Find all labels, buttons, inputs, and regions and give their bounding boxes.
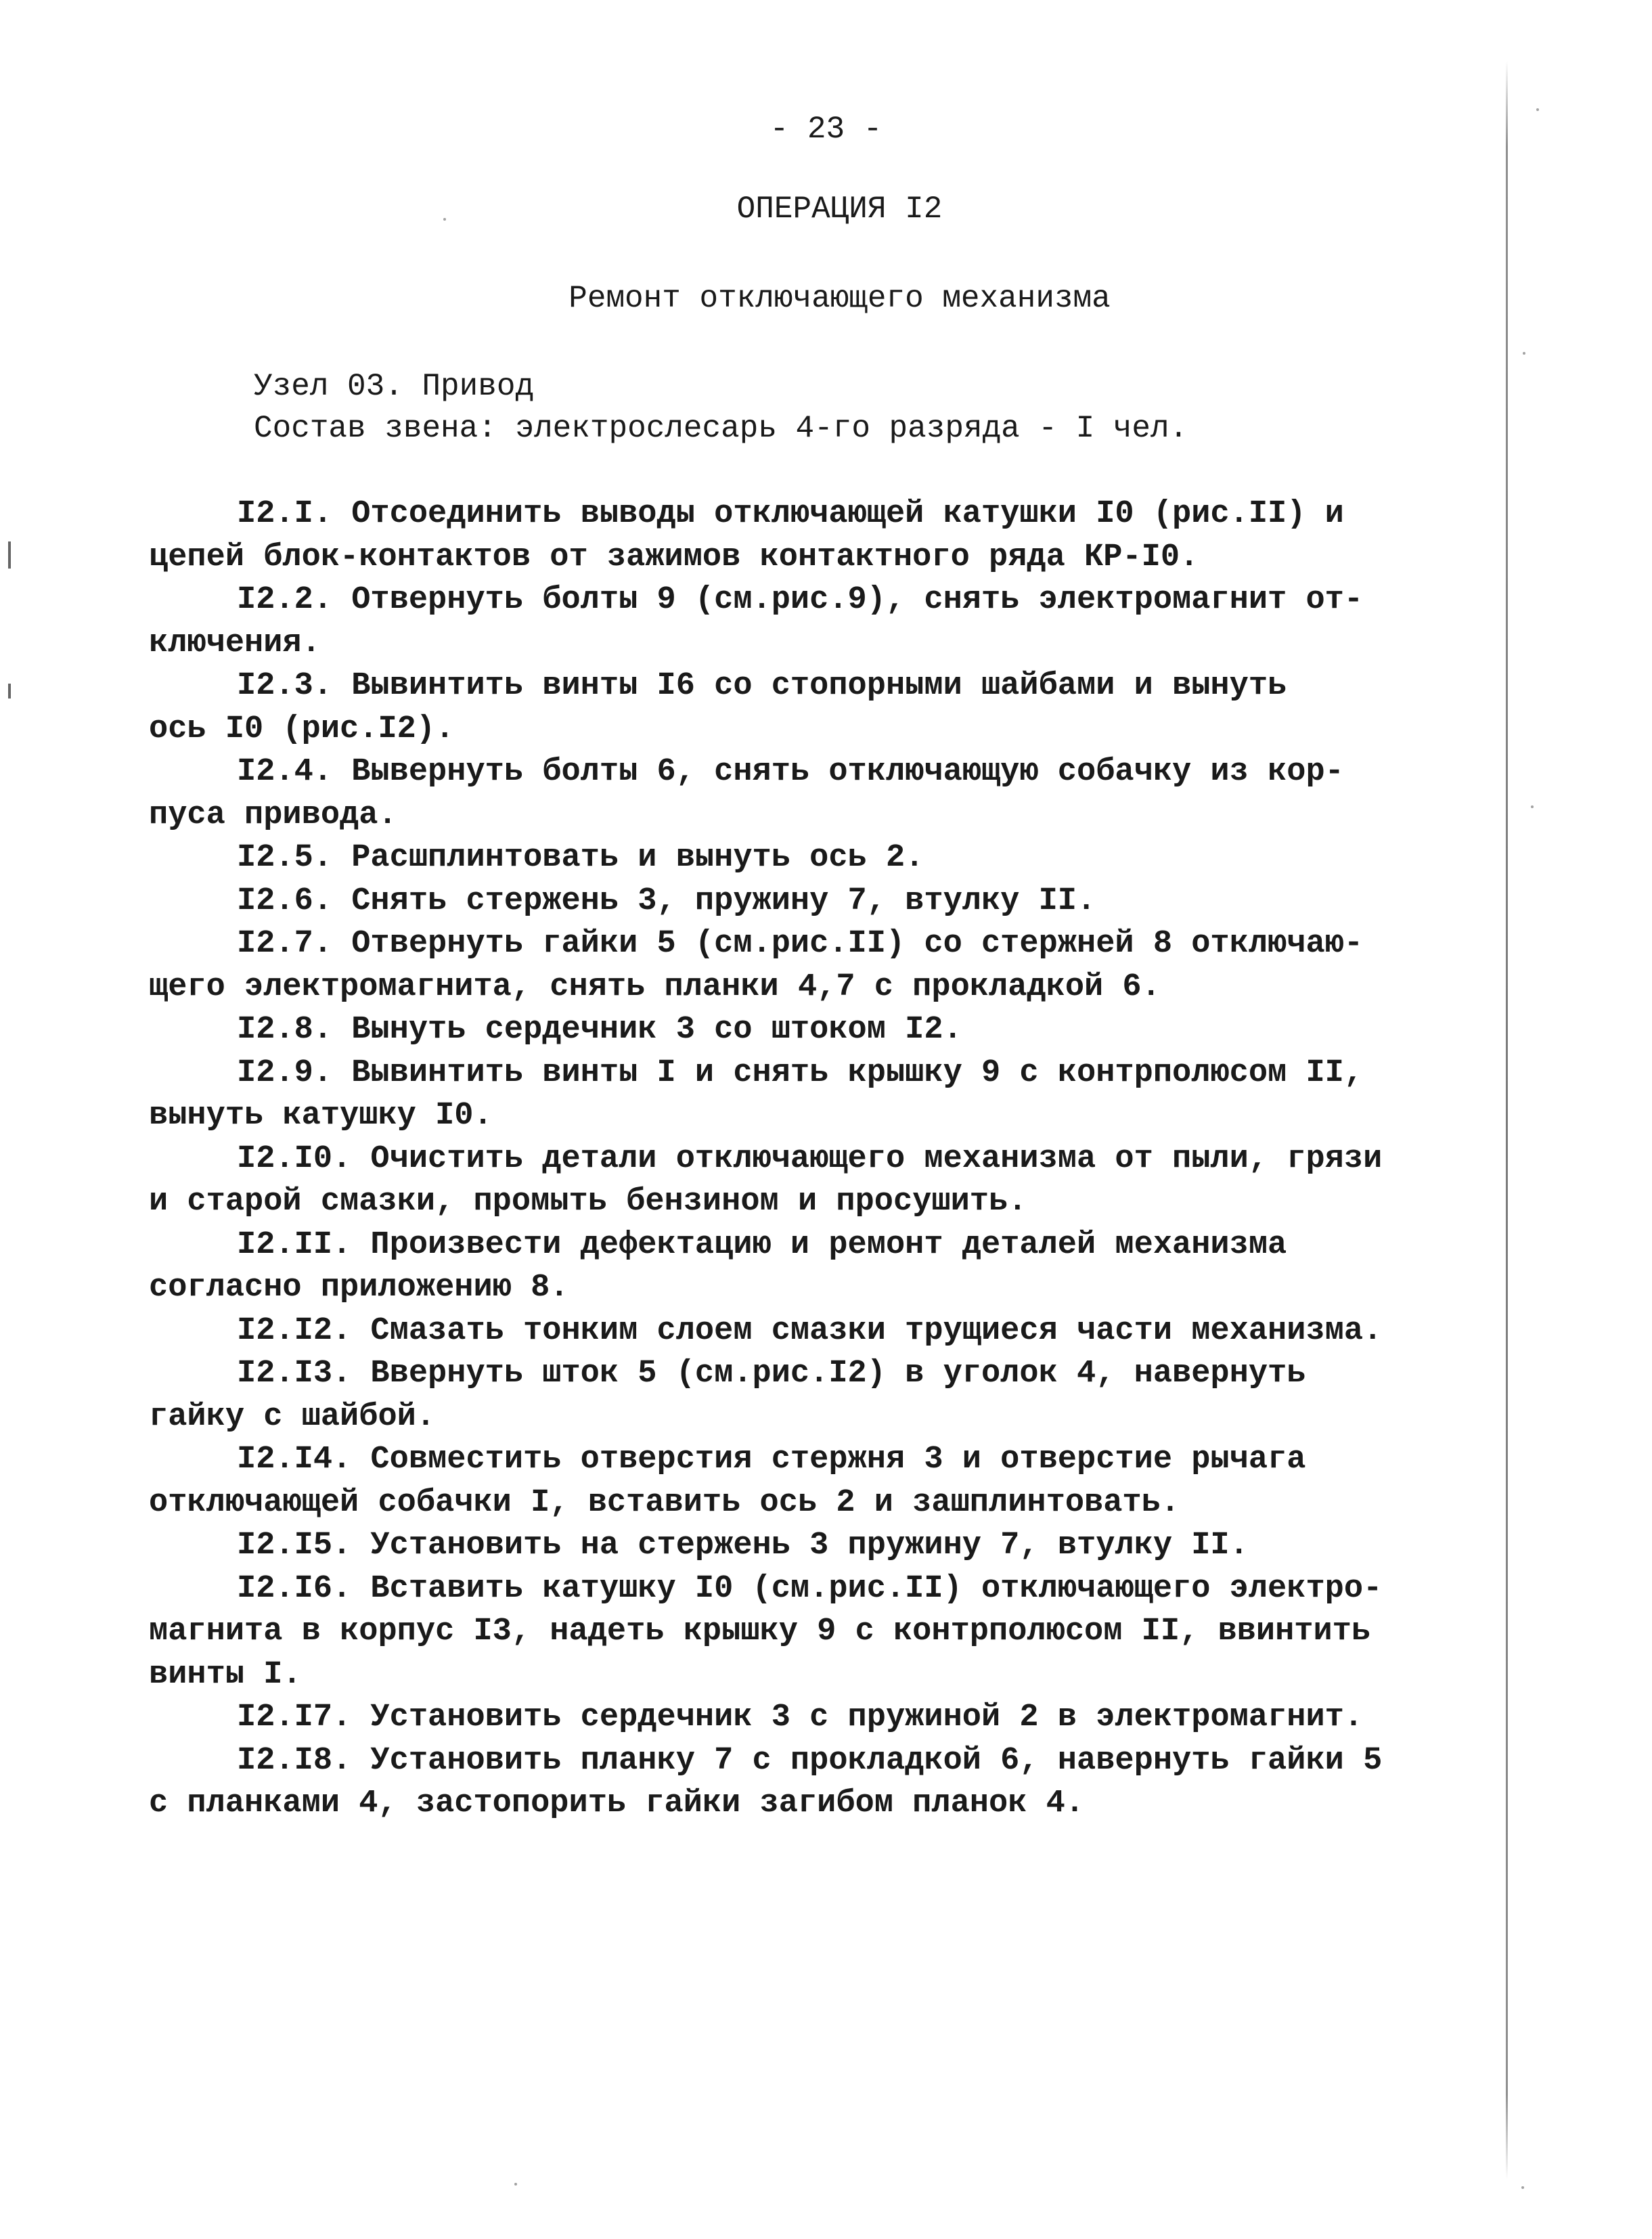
operation-title: ОПЕРАЦИЯ I2	[736, 192, 943, 227]
scan-speck	[1536, 108, 1539, 111]
step-continuation: согласно приложению 8.	[149, 1270, 569, 1306]
step-line: I2.I6. Вставить катушку I0 (см.рис.II) отключающего электро-	[237, 1570, 1383, 1607]
step-line: I2.7. Отвернуть гайки 5 (см.рис.II) со стержней 8 отключаю-	[237, 926, 1364, 962]
step-line: I2.I. Отсоединить выводы отключающей катушки I0 (рис.II) и	[237, 496, 1344, 532]
step-line: I2.4. Вывернуть болты 6, снять отключающую собачку из кор-	[237, 754, 1344, 790]
step-line: I2.I7. Установить сердечник 3 с пружиной 2 в электромагнит.	[237, 1700, 1364, 1735]
page-number: - 23 -	[769, 112, 883, 147]
step-continuation: отключающей собачки I, вставить ось 2 и зашплинтовать.	[149, 1484, 1180, 1521]
step-continuation: щего электромагнита, снять планки 4,7 с прокладкой 6.	[149, 969, 1161, 1005]
step-line: I2.II. Произвести дефектацию и ремонт деталей механизма	[237, 1226, 1287, 1263]
step-continuation: магнита в корпус I3, надеть крышку 9 с контрполюсом II, ввинтить	[149, 1614, 1371, 1649]
step-continuation: ключения.	[149, 625, 321, 661]
scan-speck	[1521, 2186, 1524, 2189]
operation-steps	[149, 493, 1383, 1825]
scan-margin-mark	[8, 684, 11, 699]
step-line: I2.I4. Совместить отверстия стержня 3 и отверстие рычага	[237, 1442, 1306, 1478]
scan-edge-line	[1506, 61, 1508, 2179]
operation-subtitle: Ремонт отключающего механизма	[568, 281, 1111, 316]
step-line: I2.I8. Установить планку 7 с прокладкой 6, навернуть гайки 5	[237, 1742, 1383, 1779]
scan-speck	[1531, 805, 1534, 808]
step-line: I2.2. Отвернуть болты 9 (см.рис.9), снять электромагнит от-	[237, 582, 1364, 618]
step-line: I2.5. Расшплинтовать и вынуть ось 2.	[237, 840, 924, 876]
step-continuation: ось I0 (рис.I2).	[149, 711, 455, 747]
step-continuation: цепей блок-контактов от зажимов контактного ряда КР-I0.	[149, 539, 1199, 575]
unit-line: Узел 03. Привод	[254, 369, 535, 404]
scan-speck	[1523, 352, 1525, 355]
crew-line: Состав звена: электрослесарь 4-го разряда - I чел.	[254, 411, 1188, 446]
step-continuation: гайку с шайбой.	[149, 1398, 436, 1435]
step-line: I2.I0. Очистить детали отключающего механизма от пыли, грязи	[237, 1140, 1383, 1177]
step-continuation: и старой смазки, промыть бензином и просушить.	[149, 1184, 1027, 1220]
step-line: I2.3. Вывинтить винты I6 со стопорными шайбами и вынуть	[237, 668, 1287, 704]
step-line: I2.6. Снять стержень 3, пружину 7, втулку II.	[237, 883, 1096, 919]
step-line: I2.8. Вынуть сердечник 3 со штоком I2.	[237, 1012, 962, 1048]
step-continuation: винты I.	[149, 1656, 302, 1693]
step-line: I2.I5. Установить на стержень 3 пружину 7, втулку II.	[237, 1528, 1249, 1564]
scan-margin-mark	[8, 541, 11, 569]
step-line: I2.I3. Ввернуть шток 5 (см.рис.I2) в уголок 4, навернуть	[237, 1356, 1306, 1392]
step-line: I2.I2. Смазать тонким слоем смазки трущиеся части механизма.	[237, 1312, 1383, 1349]
step-continuation: вынуть катушку I0.	[149, 1098, 493, 1134]
scan-speck	[514, 2183, 517, 2186]
step-continuation: с планками 4, застопорить гайки загибом планок 4.	[149, 1786, 1085, 1821]
step-line: I2.9. Вывинтить винты I и снять крышку 9 с контрполюсом II,	[237, 1055, 1364, 1091]
step-continuation: пуса привода.	[149, 797, 397, 833]
